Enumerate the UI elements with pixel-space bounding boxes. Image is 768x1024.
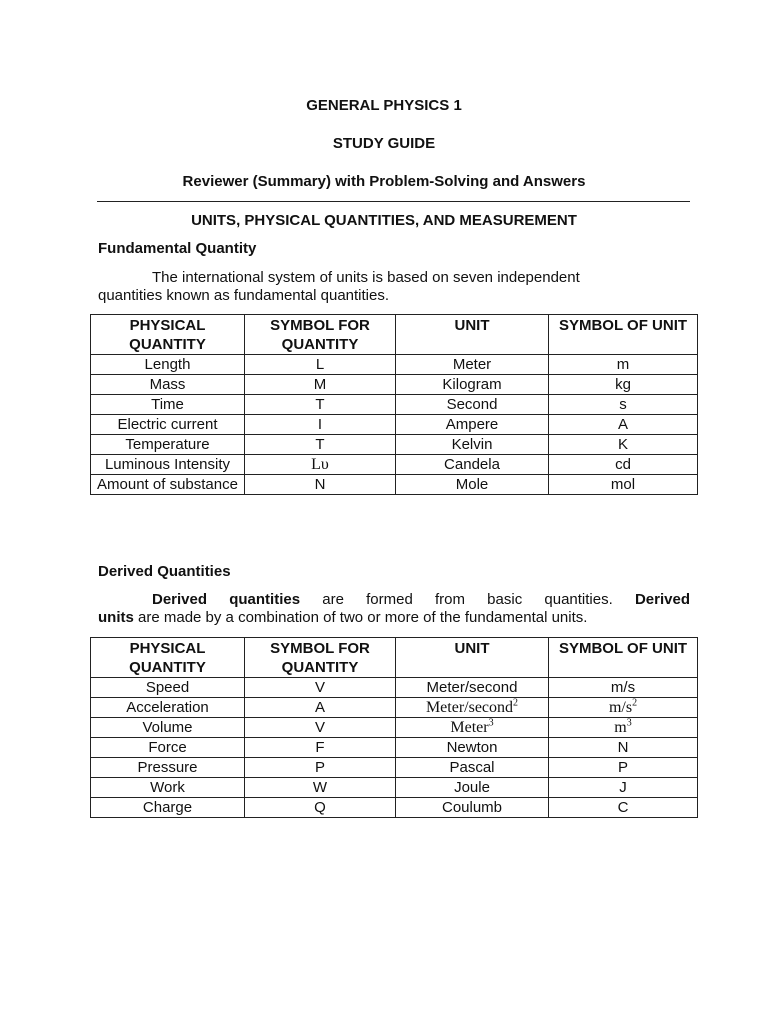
unit-symbol-cell-text: A — [617, 416, 628, 433]
quantity-cell-text: Acceleration — [126, 699, 209, 716]
exponent: 3 — [626, 717, 632, 729]
quantity-cell-text: Mass — [149, 376, 186, 393]
unit-cell — [396, 758, 549, 778]
unit-symbol-cell — [549, 415, 698, 435]
header-physical-quantity: PHYSICAL QUANTITY — [91, 638, 245, 678]
table-row — [91, 355, 698, 375]
fundamental-paragraph-line2: quantities known as fundamental quantities. — [98, 287, 390, 304]
symbol-cell-text: N — [314, 476, 326, 493]
unit-symbol-cell — [549, 355, 698, 375]
unit-cell-text: Kilogram — [442, 376, 502, 393]
symbol-cell — [245, 395, 396, 415]
quantity-cell — [91, 435, 245, 455]
unit-cell — [396, 678, 549, 698]
quantity-cell-text: Amount of substance — [97, 476, 238, 493]
quantity-cell-text: Length — [144, 356, 191, 373]
table-row — [91, 415, 698, 435]
exponent: 2 — [632, 697, 638, 709]
unit-cell-text: Joule — [454, 779, 490, 796]
derived-bold-word: Derived — [634, 591, 690, 608]
symbol-cell-text: L — [315, 356, 325, 373]
table-row — [91, 738, 698, 758]
horizontal-rule — [97, 201, 690, 202]
unit-cell-text: Candela — [444, 456, 500, 473]
quantity-cell — [91, 758, 245, 778]
symbol-cell — [245, 355, 396, 375]
unit-symbol-cell-text: mol — [610, 476, 636, 493]
table-row — [91, 798, 698, 818]
symbol-cell — [245, 678, 396, 698]
table-row — [91, 395, 698, 415]
unit-symbol-cell-text: C — [617, 799, 629, 816]
symbol-cell — [245, 718, 396, 738]
unit-cell — [396, 375, 549, 395]
unit-symbol-cell — [549, 698, 698, 718]
unit-symbol-cell — [549, 738, 698, 758]
unit-cell — [396, 475, 549, 495]
header-symbol-for-quantity: SYMBOL FOR QUANTITY — [245, 315, 396, 355]
quantity-cell — [91, 415, 245, 435]
unit-symbol-cell-text: K — [617, 436, 628, 453]
quantity-cell — [91, 678, 245, 698]
quantity-cell — [91, 395, 245, 415]
quantity-cell-text: Volume — [142, 719, 193, 736]
derived-paragraph-line1 — [98, 591, 690, 609]
table-header-row — [91, 315, 698, 355]
derived-quantities-table — [90, 637, 698, 818]
derived-paragraph-line2 — [98, 609, 690, 627]
table-row — [91, 698, 698, 718]
symbol-cell-text: T — [315, 436, 325, 453]
exponent: 3 — [488, 717, 494, 729]
unit-symbol-cell — [549, 475, 698, 495]
unit-cell — [396, 718, 549, 738]
exponent: 2 — [513, 697, 519, 709]
symbol-cell-text: T — [315, 396, 325, 413]
derived-text-2: are made by a combination of two or more of the fundamental units. — [133, 609, 588, 626]
derived-paragraph — [98, 591, 690, 627]
header-unit: UNIT — [396, 315, 549, 355]
table-header-row — [91, 638, 698, 678]
header-symbol-for-quantity: SYMBOL FOR QUANTITY — [245, 638, 396, 678]
quantity-cell — [91, 355, 245, 375]
quantity-cell-text: Electric current — [117, 416, 218, 433]
unit-symbol-cell — [549, 435, 698, 455]
quantity-cell-text: Temperature — [125, 436, 210, 453]
symbol-cell — [245, 738, 396, 758]
table-row — [91, 375, 698, 395]
unit-symbol-cell-text: m — [614, 719, 627, 736]
symbol-cell-text: Q — [314, 799, 326, 816]
symbol-cell-text: I — [317, 416, 323, 433]
quantity-cell-text: Work — [150, 779, 185, 796]
quantity-cell-text: Speed — [145, 679, 190, 696]
unit-symbol-cell-text: J — [619, 779, 627, 796]
derived-text: are formed from basic quantities. — [300, 591, 635, 608]
unit-symbol-cell-text: cd — [615, 456, 631, 473]
unit-cell-text: Kelvin — [451, 436, 493, 453]
header-unit: UNIT — [396, 638, 549, 678]
table-row — [91, 678, 698, 698]
unit-symbol-cell-text: N — [617, 739, 629, 756]
derived-heading: Derived Quantities — [98, 563, 231, 580]
quantity-cell-text: Charge — [142, 799, 193, 816]
quantity-cell — [91, 375, 245, 395]
symbol-cell-text: V — [314, 719, 325, 736]
symbol-cell-text: W — [312, 779, 328, 796]
quantity-cell — [91, 698, 245, 718]
symbol-cell-text: P — [314, 759, 325, 776]
unit-cell — [396, 698, 549, 718]
unit-cell-text: Second — [446, 396, 498, 413]
derived-bold-term: Derived quantities — [152, 591, 301, 608]
unit-symbol-cell-text: s — [619, 396, 627, 413]
table-row — [91, 455, 698, 475]
quantity-cell — [91, 798, 245, 818]
quantity-cell-text: Force — [148, 739, 187, 756]
unit-symbol-cell-text: P — [617, 759, 628, 776]
unit-cell — [396, 435, 549, 455]
unit-symbol-cell-text: m/s — [608, 699, 633, 716]
unit-symbol-cell — [549, 395, 698, 415]
quantity-cell-text: Time — [151, 396, 184, 413]
symbol-cell-text: F — [315, 739, 325, 756]
symbol-cell — [245, 415, 396, 435]
symbol-cell — [245, 778, 396, 798]
unit-cell — [396, 738, 549, 758]
quantity-cell — [91, 475, 245, 495]
table-row — [91, 758, 698, 778]
unit-cell-text: Meter/second — [426, 679, 518, 696]
quantity-cell — [91, 738, 245, 758]
table-row — [91, 718, 698, 738]
quantity-cell — [91, 778, 245, 798]
unit-cell — [396, 455, 549, 475]
symbol-cell — [245, 475, 396, 495]
course-title: GENERAL PHYSICS 1 — [306, 97, 462, 114]
unit-cell — [396, 355, 549, 375]
section-title: UNITS, PHYSICAL QUANTITIES, AND MEASUREMENT — [191, 212, 577, 229]
fundamental-quantities-table — [90, 314, 698, 495]
quantity-cell-text: Pressure — [137, 759, 198, 776]
unit-cell-text: Meter — [452, 356, 492, 373]
table-row — [91, 778, 698, 798]
symbol-cell-text: Lυ — [311, 456, 329, 473]
unit-symbol-cell — [549, 678, 698, 698]
unit-symbol-cell-text: m/s — [610, 679, 636, 696]
unit-cell — [396, 798, 549, 818]
symbol-cell — [245, 375, 396, 395]
symbol-cell-text: A — [314, 699, 325, 716]
unit-symbol-cell — [549, 798, 698, 818]
table-row — [91, 435, 698, 455]
unit-cell — [396, 395, 549, 415]
unit-symbol-cell — [549, 375, 698, 395]
unit-cell-text: Meter — [450, 719, 489, 736]
table-row — [91, 475, 698, 495]
guide-title: STUDY GUIDE — [332, 135, 436, 152]
unit-symbol-cell — [549, 718, 698, 738]
unit-symbol-cell — [549, 778, 698, 798]
symbol-cell — [245, 758, 396, 778]
header-symbol-of-unit: SYMBOL OF UNIT — [549, 638, 698, 678]
unit-cell-text: Ampere — [445, 416, 499, 433]
unit-symbol-cell-text: m — [616, 356, 630, 373]
quantity-cell-text: Luminous Intensity — [104, 456, 231, 473]
symbol-cell-text: V — [314, 679, 325, 696]
fundamental-paragraph — [98, 269, 690, 305]
symbol-cell — [245, 435, 396, 455]
quantity-cell — [91, 718, 245, 738]
fundamental-heading: Fundamental Quantity — [98, 240, 257, 257]
symbol-cell-text: M — [313, 376, 327, 393]
unit-symbol-cell — [549, 455, 698, 475]
unit-cell-text: Pascal — [449, 759, 495, 776]
derived-bold-units: units — [98, 609, 134, 626]
unit-cell — [396, 415, 549, 435]
header-physical-quantity: PHYSICAL QUANTITY — [91, 315, 245, 355]
symbol-cell — [245, 698, 396, 718]
symbol-cell — [245, 798, 396, 818]
unit-cell-text: Newton — [446, 739, 498, 756]
unit-cell — [396, 778, 549, 798]
quantity-cell — [91, 455, 245, 475]
unit-cell-text: Coulumb — [441, 799, 503, 816]
fundamental-paragraph-line1: The international system of units is based on seven independent — [152, 269, 580, 286]
subtitle: Reviewer (Summary) with Problem-Solving and Answers — [182, 173, 586, 190]
symbol-cell — [245, 455, 396, 475]
header-symbol-of-unit: SYMBOL OF UNIT — [549, 315, 698, 355]
unit-cell-text: Mole — [455, 476, 489, 493]
unit-symbol-cell — [549, 758, 698, 778]
unit-symbol-cell-text: kg — [615, 376, 631, 393]
unit-cell-text: Meter/second — [425, 699, 514, 716]
